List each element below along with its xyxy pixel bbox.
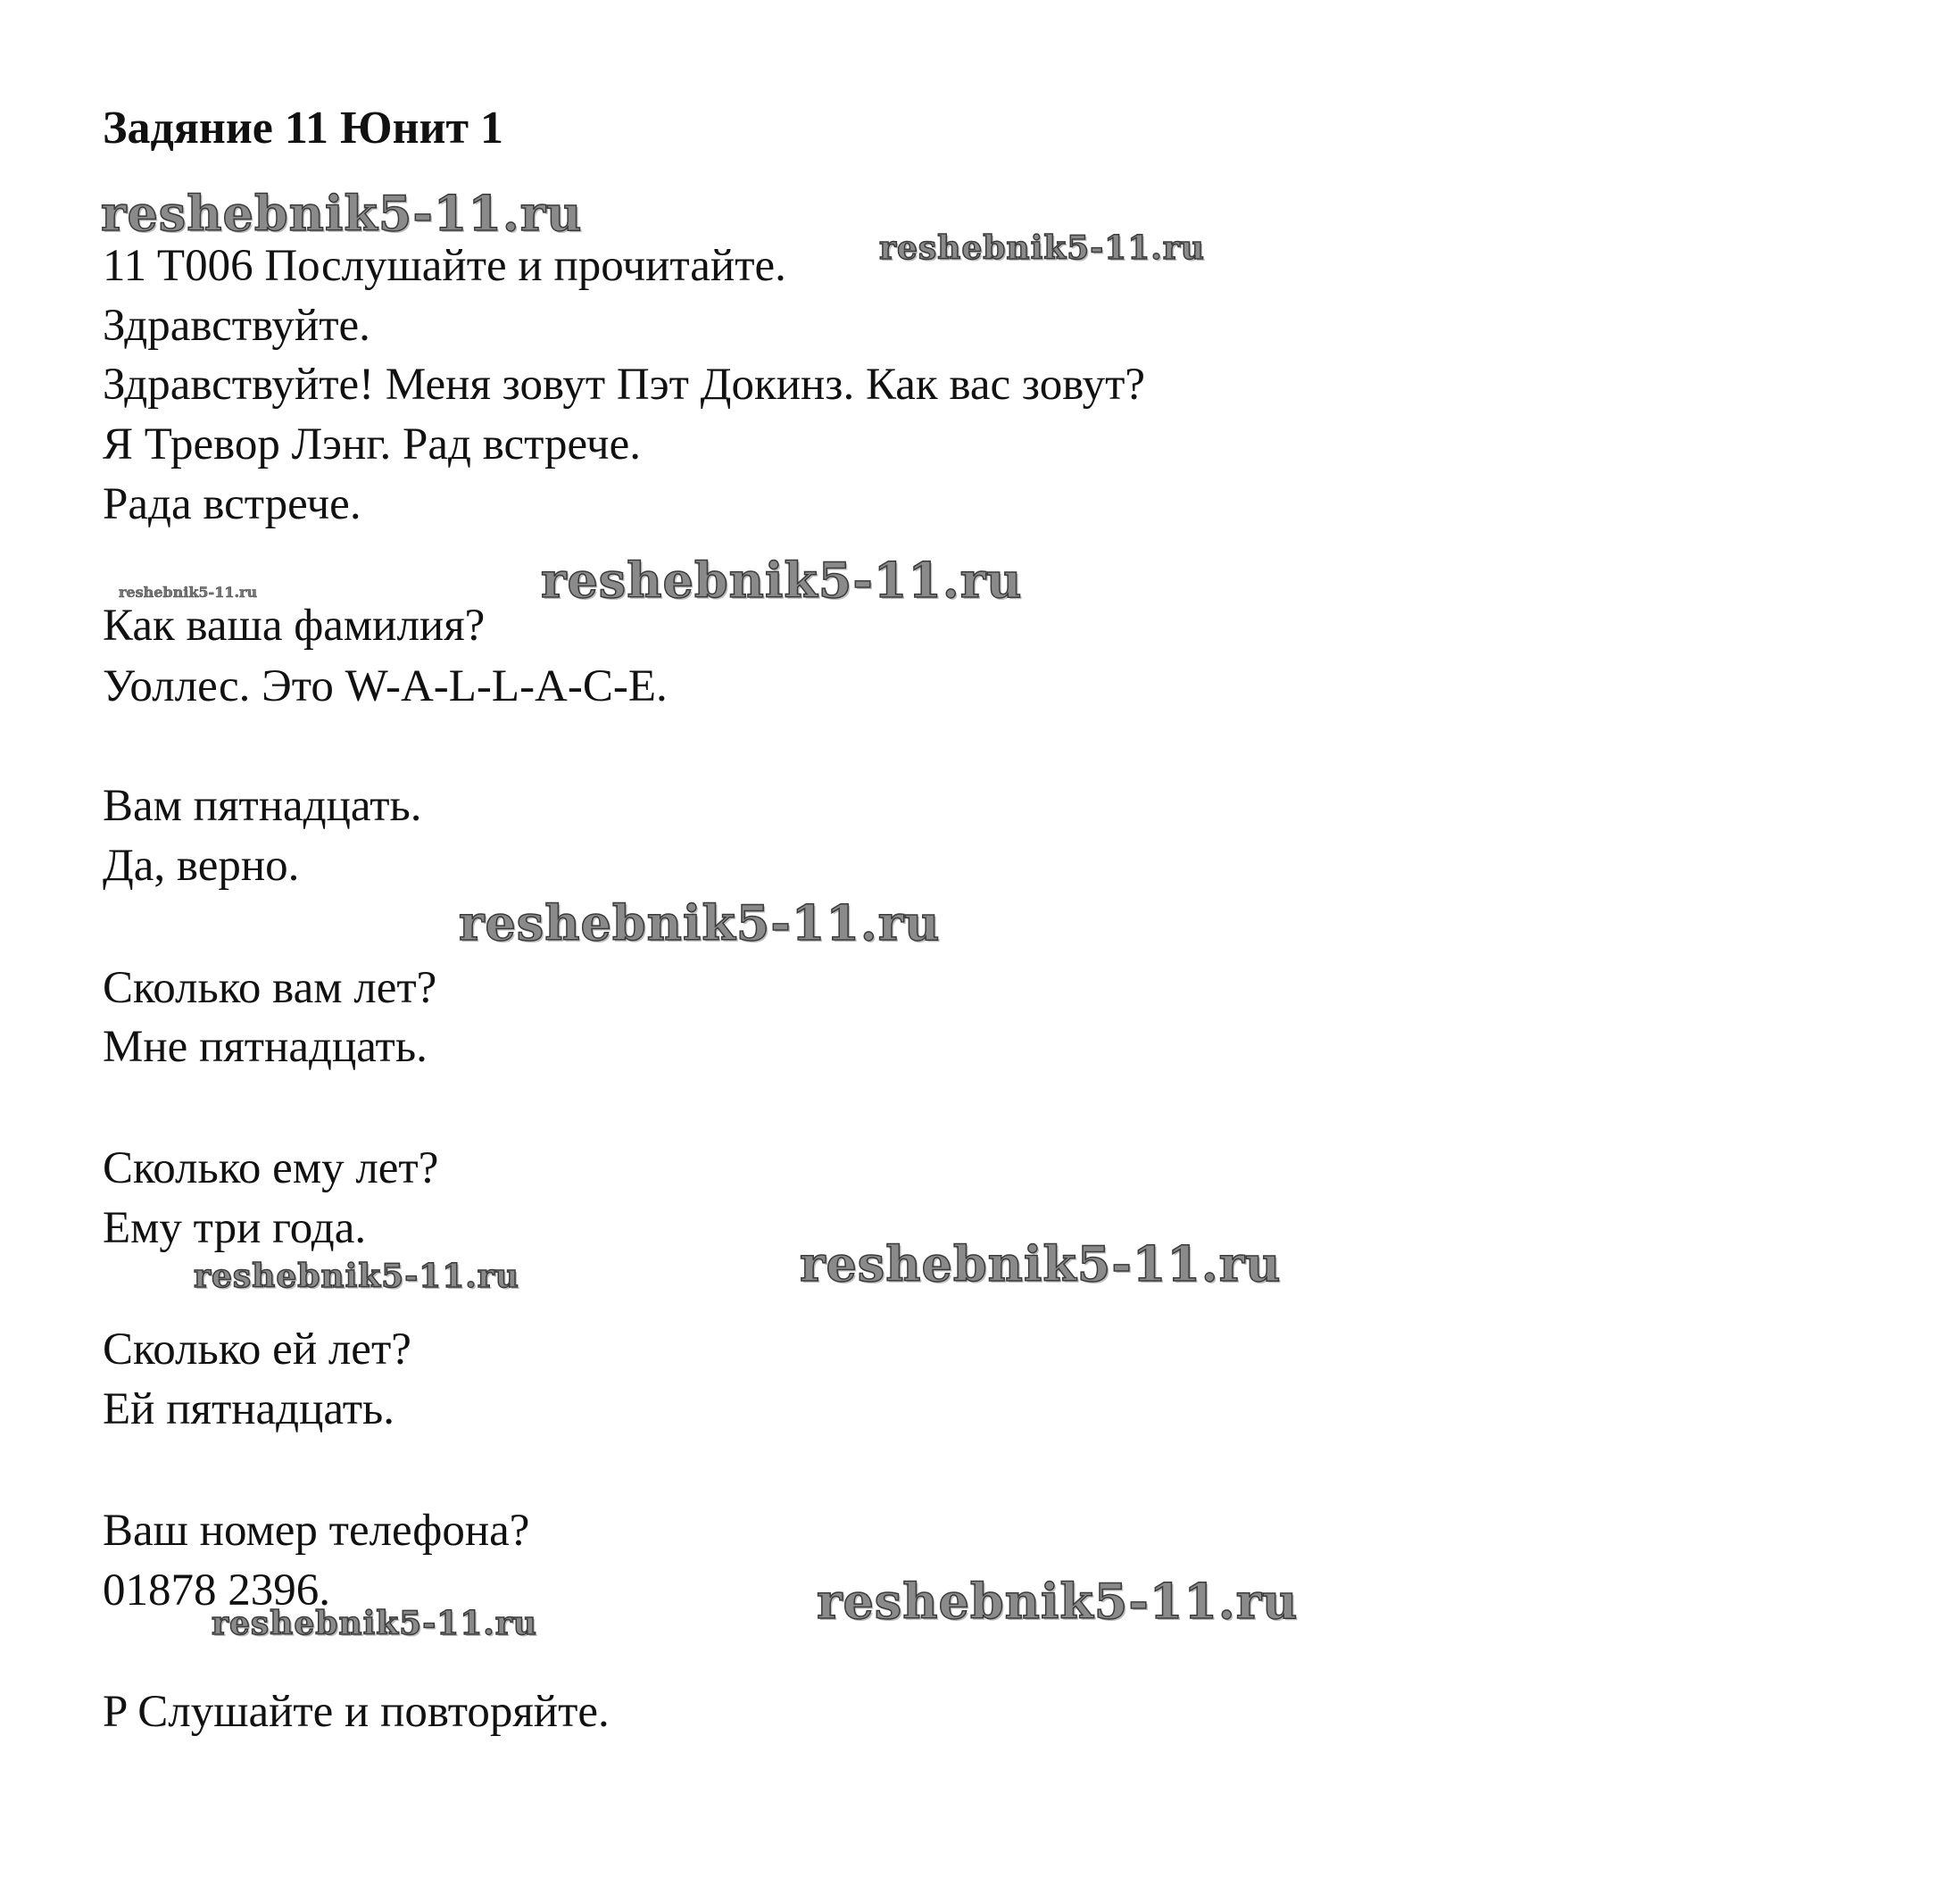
watermark: reshebnik5-11.ru — [879, 229, 1205, 267]
text-line: Уоллес. Это W-A-L-L-A-C-E. — [103, 661, 668, 711]
watermark: reshebnik5-11.ru — [817, 1573, 1299, 1630]
watermark: reshebnik5-11.ru — [459, 894, 941, 951]
text-line: Сколько ей лет? — [103, 1325, 411, 1375]
text-line: Ему три года. — [103, 1203, 367, 1253]
text-line: Мне пятнадцать. — [103, 1022, 428, 1072]
text-line: Рада встрече. — [103, 479, 361, 529]
text-line: 01878 2396. — [103, 1566, 330, 1615]
text-line: 11 T006 Послушайте и прочитайте. — [103, 241, 786, 291]
text-line: P Слушайте и повторяйте. — [103, 1687, 610, 1737]
text-line: Сколько вам лет? — [103, 963, 437, 1013]
watermark: reshebnik5-11.ru — [101, 185, 583, 242]
text-line: Ей пятнадцать. — [103, 1384, 395, 1434]
watermark: reshebnik5-11.ru — [541, 552, 1023, 609]
watermark: reshebnik5-11.ru — [194, 1258, 519, 1295]
text-line: Вам пятнадцать. — [103, 781, 422, 831]
text-line: Здравствуйте. — [103, 301, 370, 351]
text-line: Здравствуйте! Меня зовут Пэт Докинз. Как вас зовут? — [103, 360, 1145, 410]
text-line: Ваш номер телефона? — [103, 1506, 530, 1556]
watermark: reshebnik5-11.ru — [212, 1605, 537, 1642]
text-line: Я Тревор Лэнг. Рад встрече. — [103, 419, 641, 469]
document-title: Задяние 11 Юнит 1 — [103, 103, 504, 154]
text-line: Сколько ему лет? — [103, 1143, 439, 1193]
text-line: Как ваша фамилия? — [103, 601, 486, 651]
watermark: reshebnik5-11.ru — [119, 584, 258, 601]
text-line: Да, верно. — [103, 841, 300, 891]
watermark: reshebnik5-11.ru — [800, 1235, 1282, 1292]
